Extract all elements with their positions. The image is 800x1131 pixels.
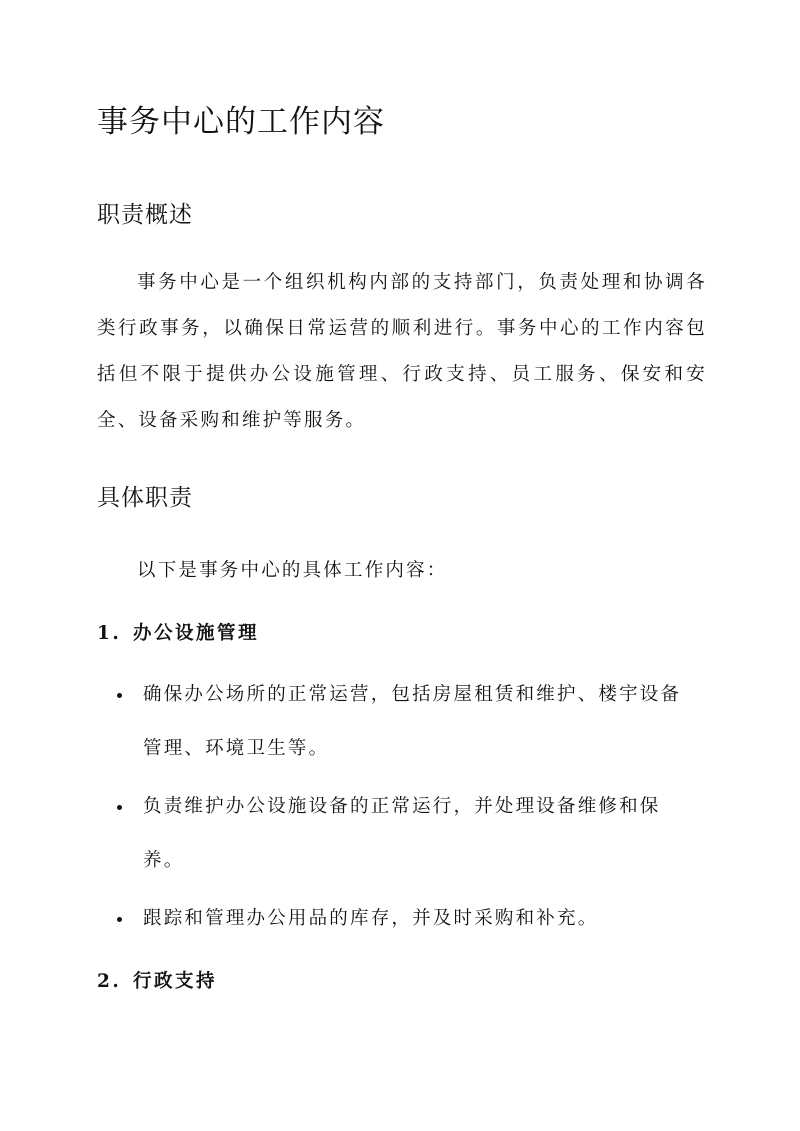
numbered-item-admin-support [97, 967, 217, 993]
section-heading-duties: 具体职责 [97, 485, 193, 511]
item-label: 办公设施管理 [133, 623, 260, 644]
list-item-text: 确保办公场所的正常运营，包括房屋租赁和维护、楼宇设备管理、环境卫生等。 [143, 684, 682, 759]
section-heading-overview: 职责概述 [97, 202, 193, 228]
list-item-text: 负责维护办公设施设备的正常运行，并处理设备维修和保养。 [143, 796, 661, 871]
bullet-icon [117, 917, 122, 922]
list-item [117, 780, 697, 888]
list-item [117, 668, 697, 776]
item-label: 行政支持 [133, 971, 218, 992]
list-item [117, 892, 697, 946]
bullet-icon [117, 693, 122, 698]
item-number: 1. [97, 623, 122, 644]
bullet-icon [117, 805, 122, 810]
numbered-item-facilities [97, 619, 259, 645]
list-item-text: 跟踪和管理办公用品的库存，并及时采购和补充。 [143, 908, 599, 929]
facilities-bullet-list [117, 668, 697, 950]
document-title: 事务中心的工作内容 [97, 104, 385, 140]
overview-paragraph: 事务中心是一个组织机构内部的支持部门，负责处理和协调各类行政事务，以确保日常运营的顺利进行。事务中心的工作内容包括但不限于提供办公设施管理、行政支持、员工服务、保安和安全、设备采购和维护等服务。 [97, 272, 707, 431]
item-number: 2. [97, 971, 122, 992]
duties-lead-text: 以下是事务中心的具体工作内容： [137, 560, 448, 581]
